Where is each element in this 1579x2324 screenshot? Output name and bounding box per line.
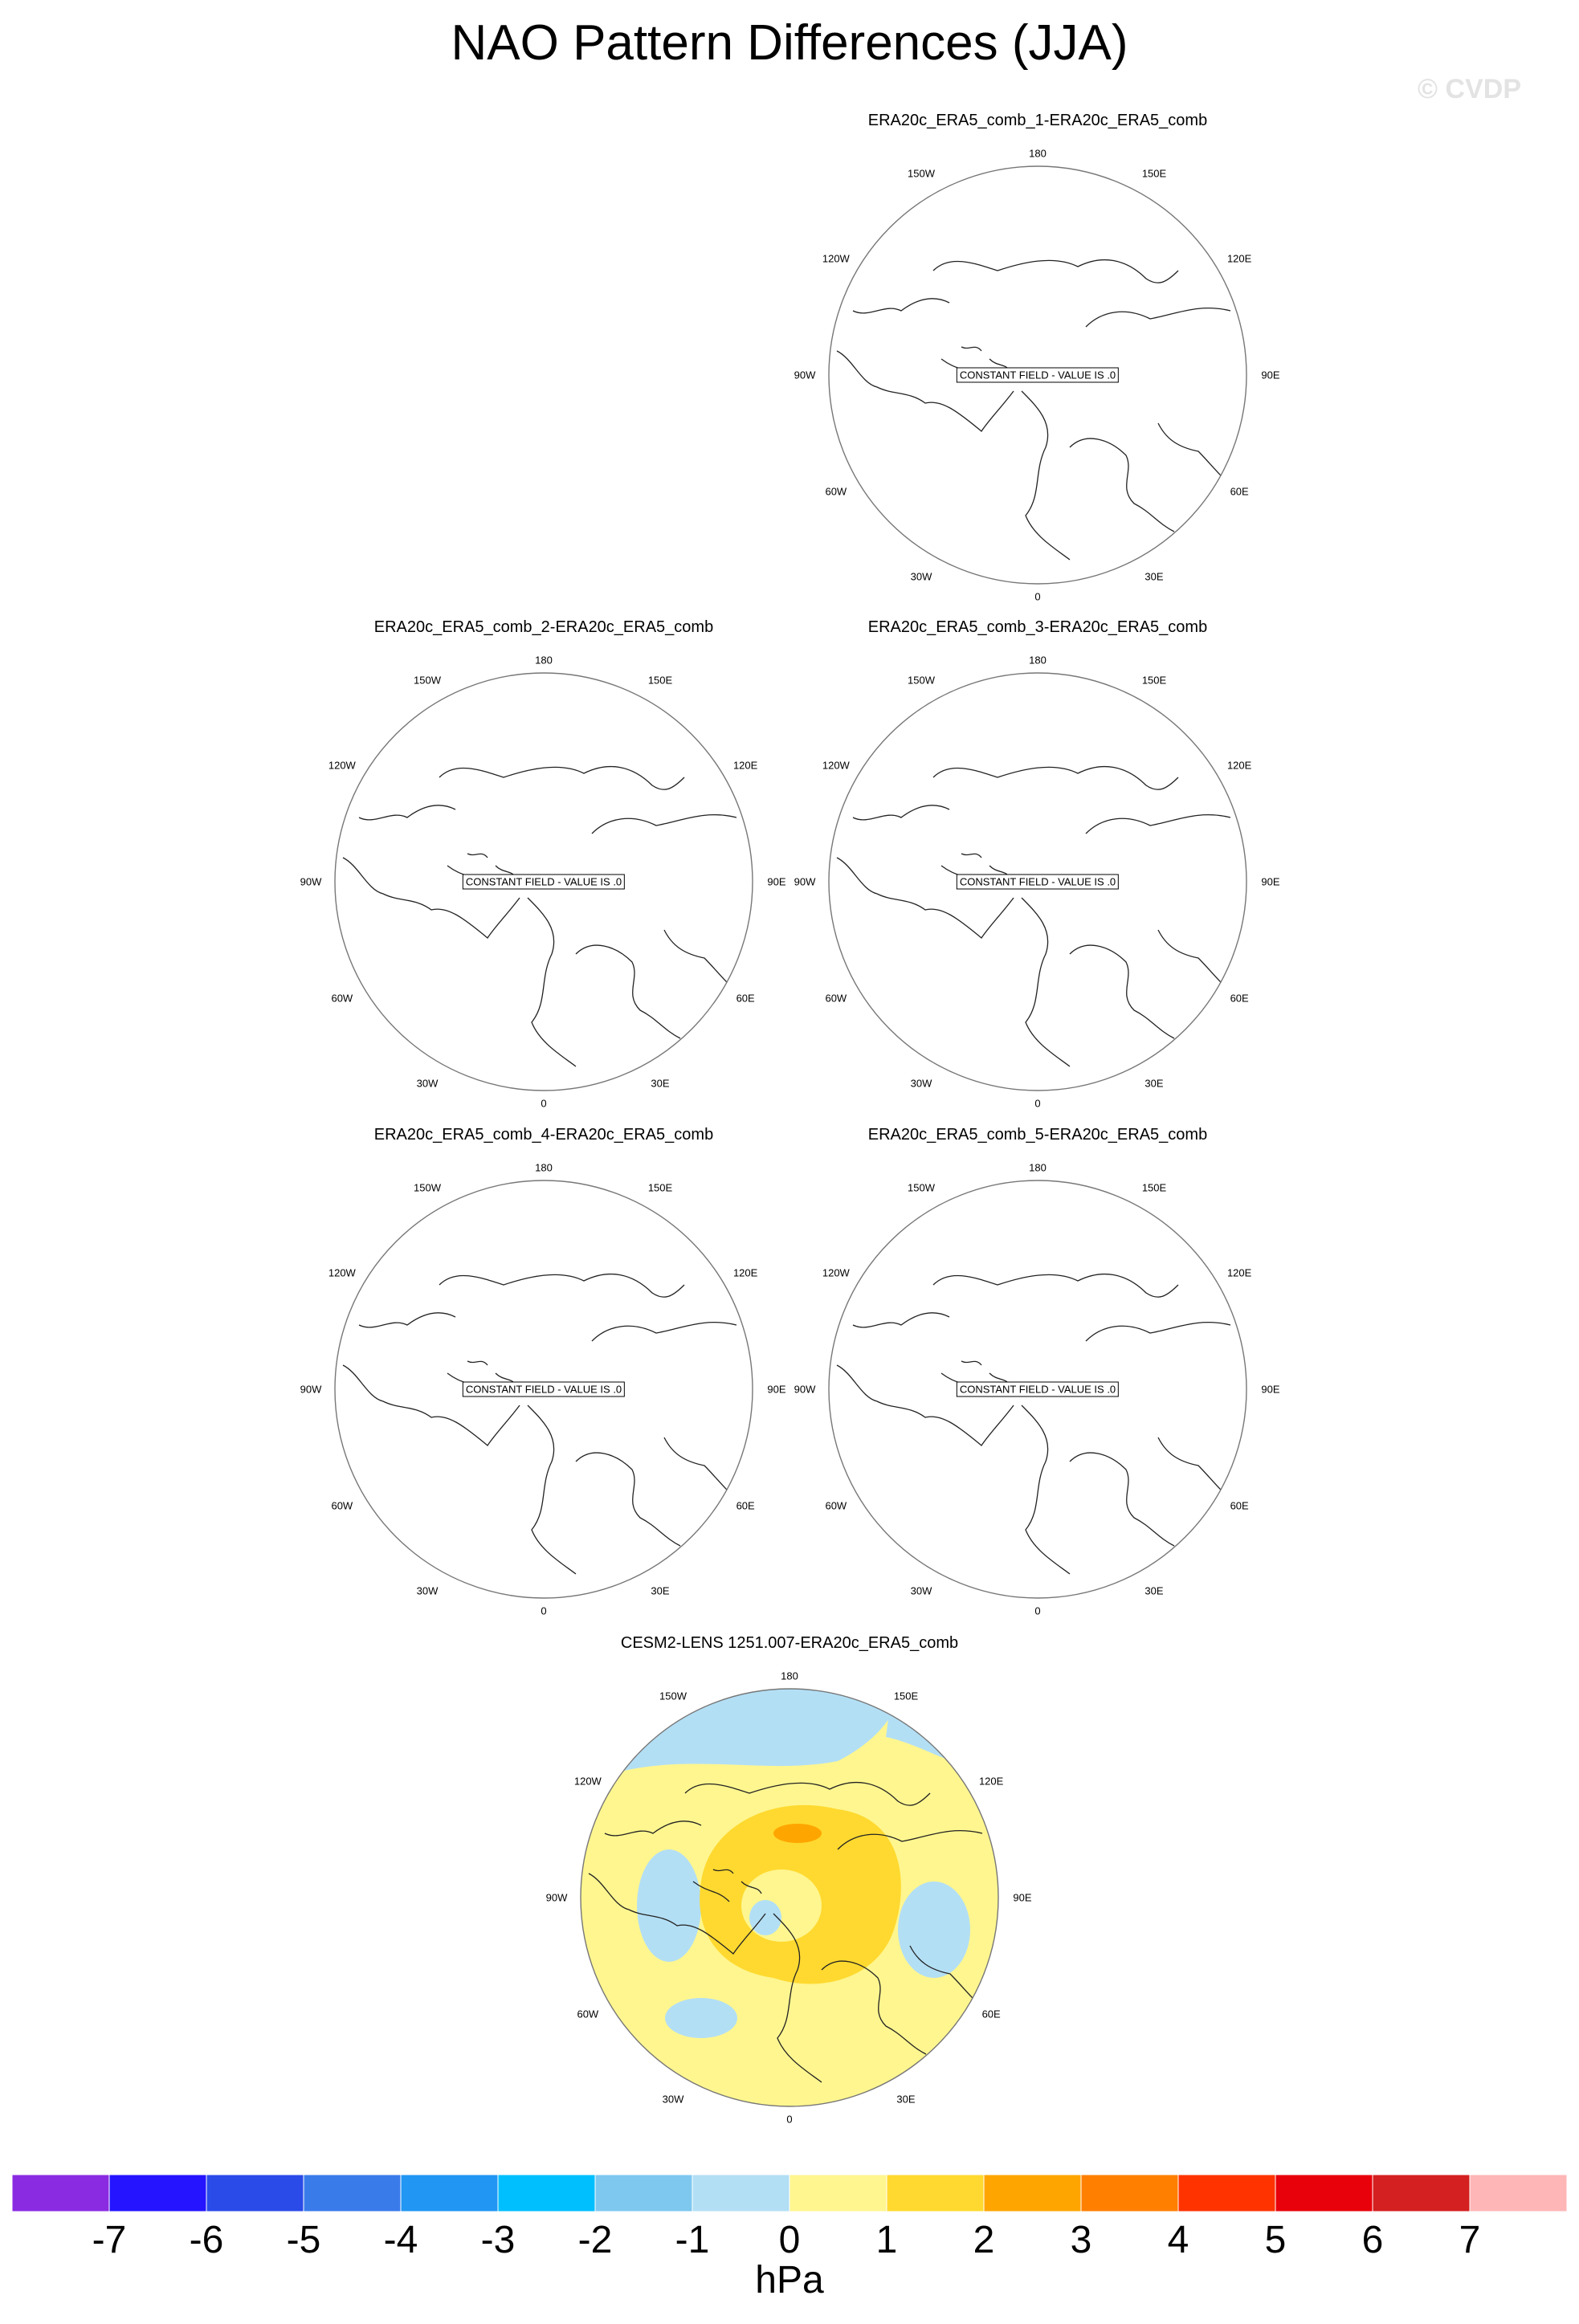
longitude-label: 60W [825,485,847,498]
colorbar-swatch [206,2175,304,2212]
longitude-label: 30W [910,570,932,583]
coastline [1086,815,1230,834]
longitude-label: 30E [651,1077,670,1090]
cvdp-watermark: © CVDP [1418,74,1521,104]
longitude-label: 90E [1261,369,1280,381]
longitude-label: 30E [1144,1584,1164,1597]
longitude-label: 120E [732,759,758,772]
longitude-label: 30W [416,1584,439,1597]
longitude-label: 60W [825,992,847,1005]
coastline [837,351,1014,431]
longitude-label: 30W [416,1077,439,1090]
longitude-label: 0 [786,2113,793,2126]
longitude-label: 60E [736,1499,755,1512]
field-band-neg1-to-0 [665,1998,737,2038]
longitude-label: 180 [1029,147,1047,160]
longitude-label: 150E [893,1690,919,1702]
coastline [1086,1323,1230,1341]
field-band-neg1-to-0 [637,1849,701,1962]
coastline [592,1323,736,1341]
longitude-label: 0 [1034,590,1041,603]
coastline [343,858,520,938]
longitude-label: 60W [577,2008,599,2020]
figure-title: NAO Pattern Differences (JJA) [451,15,1128,71]
longitude-label: 90W [794,875,816,888]
colorbar-tick-label: 6 [1361,2219,1384,2261]
longitude-label: 90W [794,369,816,381]
coastline [664,1437,741,1502]
longitude-label: 120E [978,1775,1004,1788]
longitude-label: 150W [908,674,935,687]
coastline [853,1313,949,1327]
colorbar-tick-label: -3 [480,2219,516,2261]
colorbar-tick-label: -2 [577,2219,613,2261]
colorbar-tick-label: 7 [1459,2219,1481,2261]
longitude-label: 30E [1144,1077,1164,1090]
longitude-label: 90W [300,875,322,888]
colorbar-swatch [790,2175,887,2212]
colorbar-swatch [12,2175,109,2212]
colorbar-tick-label: -1 [675,2219,710,2261]
longitude-label: 90W [545,1891,568,1904]
coastline [592,815,736,834]
longitude-label: 120W [328,759,356,772]
longitude-label: 90E [1261,875,1280,888]
longitude-label: 150E [647,674,673,687]
longitude-label: 90E [767,875,786,888]
longitude-label: 60W [331,1499,353,1512]
panel-title: CESM2-LENS 1251.007-ERA20c_ERA5_comb [620,1634,959,1652]
longitude-label: 150W [908,167,935,180]
longitude-label: 120E [1226,252,1252,265]
longitude-label: 60E [1230,1499,1249,1512]
coastline [528,1405,576,1574]
longitude-label: 150W [414,1181,441,1194]
coastline [1022,1405,1070,1574]
colorbar-swatch [1081,2175,1178,2212]
longitude-label: 150W [414,674,441,687]
longitude-label: 150W [908,1181,935,1194]
colorbar-tick-label: -6 [189,2219,224,2261]
coastline [933,1274,1178,1298]
longitude-label: 0 [1034,1604,1041,1617]
coastline [1022,898,1070,1066]
panel-title: ERA20c_ERA5_comb_2-ERA20c_ERA5_comb [373,618,714,636]
longitude-label: 30W [910,1584,932,1597]
panel-title: ERA20c_ERA5_comb_1-ERA20c_ERA5_comb [867,112,1208,129]
colorbar-swatch [887,2175,984,2212]
longitude-label: 90E [1013,1891,1032,1904]
longitude-label: 180 [535,654,553,667]
colorbar-tick-label: 2 [973,2219,995,2261]
colorbar-swatch [401,2175,498,2212]
coastline [1022,391,1070,560]
field-band-neg1-to-0 [749,1900,781,1935]
field-band-0-to-1 [741,1869,822,1942]
coastline [439,1274,684,1298]
constant-field-label: CONSTANT FIELD - VALUE IS .0 [463,875,625,890]
coastline [1158,423,1234,487]
longitude-label: 60E [1230,485,1249,498]
longitude-label: 120W [822,1266,850,1279]
colorbar-tick-label: 1 [875,2219,898,2261]
colorbar-swatch [109,2175,206,2212]
coastline [664,930,741,994]
longitude-label: 150W [659,1690,687,1702]
coastline [343,1365,520,1445]
coastline [1158,930,1234,994]
colorbar-unit-label: hPa [755,2259,824,2302]
colorbar-swatch [498,2175,595,2212]
coastline [1070,438,1174,532]
longitude-label: 120W [822,759,850,772]
longitude-label: 180 [1029,1161,1047,1174]
coastline [837,858,1014,938]
colorbar-tick-label: -5 [286,2219,321,2261]
longitude-label: 150E [1141,674,1167,687]
coastline [439,767,684,790]
colorbar-tick-label: -4 [383,2219,418,2261]
longitude-label: 60W [331,992,353,1005]
longitude-label: 30E [1144,570,1164,583]
coastline [359,805,455,820]
longitude-label: 180 [781,1670,798,1682]
field-band-neg1-to-0 [898,1882,970,1978]
longitude-label: 30E [896,2093,916,2106]
coastline [1070,1453,1174,1546]
coastline [576,1453,680,1546]
coastline [576,945,680,1038]
coastline [837,1365,1014,1445]
coastline [1070,945,1174,1038]
coastline [1086,308,1230,327]
colorbar-tick-label: 0 [778,2219,801,2261]
panel-title: ERA20c_ERA5_comb_3-ERA20c_ERA5_comb [867,618,1208,636]
longitude-label: 0 [541,1604,547,1617]
filled-contour-map [579,1687,1000,2108]
constant-field-label: CONSTANT FIELD - VALUE IS .0 [957,368,1119,383]
longitude-label: 120E [732,1266,758,1279]
constant-field-label: CONSTANT FIELD - VALUE IS .0 [463,1382,625,1397]
colorbar-swatch [984,2175,1081,2212]
constant-field-label: CONSTANT FIELD - VALUE IS .0 [957,875,1119,890]
coastline [1158,1437,1234,1502]
colorbar-tick-label: -7 [92,2219,127,2261]
longitude-label: 0 [541,1097,547,1110]
panel-title: ERA20c_ERA5_comb_5-ERA20c_ERA5_comb [867,1126,1208,1144]
longitude-label: 30E [651,1584,670,1597]
longitude-label: 60E [1230,992,1249,1005]
longitude-label: 150E [647,1181,673,1194]
longitude-label: 120E [1226,759,1252,772]
colorbar-tick-label: 3 [1070,2219,1092,2261]
longitude-label: 120W [328,1266,356,1279]
colorbar-swatch [1373,2175,1470,2212]
longitude-label: 180 [535,1161,553,1174]
longitude-label: 150E [1141,167,1167,180]
panel-title: ERA20c_ERA5_comb_4-ERA20c_ERA5_comb [373,1126,714,1144]
longitude-label: 120E [1226,1266,1252,1279]
longitude-label: 90W [794,1383,816,1396]
longitude-label: 90E [1261,1383,1280,1396]
colorbar-swatch [1470,2175,1567,2212]
longitude-label: 30W [910,1077,932,1090]
longitude-label: 90E [767,1383,786,1396]
longitude-label: 30W [662,2093,684,2106]
colorbar-swatch [595,2175,692,2212]
coastline [933,767,1178,790]
longitude-label: 60E [981,2008,1001,2020]
colorbar-swatch [692,2175,790,2212]
coastline [853,299,949,313]
colorbar-swatch [1178,2175,1275,2212]
coastline [853,805,949,820]
longitude-label: 0 [1034,1097,1041,1110]
coastline [933,260,1178,283]
longitude-label: 120W [573,1775,602,1788]
longitude-label: 180 [1029,654,1047,667]
longitude-label: 60W [825,1499,847,1512]
colorbar-swatch [304,2175,401,2212]
coastline [528,898,576,1066]
colorbar-swatch [1275,2175,1373,2212]
longitude-label: 60E [736,992,755,1005]
constant-field-label: CONSTANT FIELD - VALUE IS .0 [957,1382,1119,1397]
field-band-2-to-3 [773,1824,822,1843]
colorbar-tick-label: 5 [1264,2219,1287,2261]
longitude-label: 150E [1141,1181,1167,1194]
longitude-label: 120W [822,252,850,265]
longitude-label: 90W [300,1383,322,1396]
colorbar-tick-label: 4 [1167,2219,1189,2261]
coastline [359,1313,455,1327]
